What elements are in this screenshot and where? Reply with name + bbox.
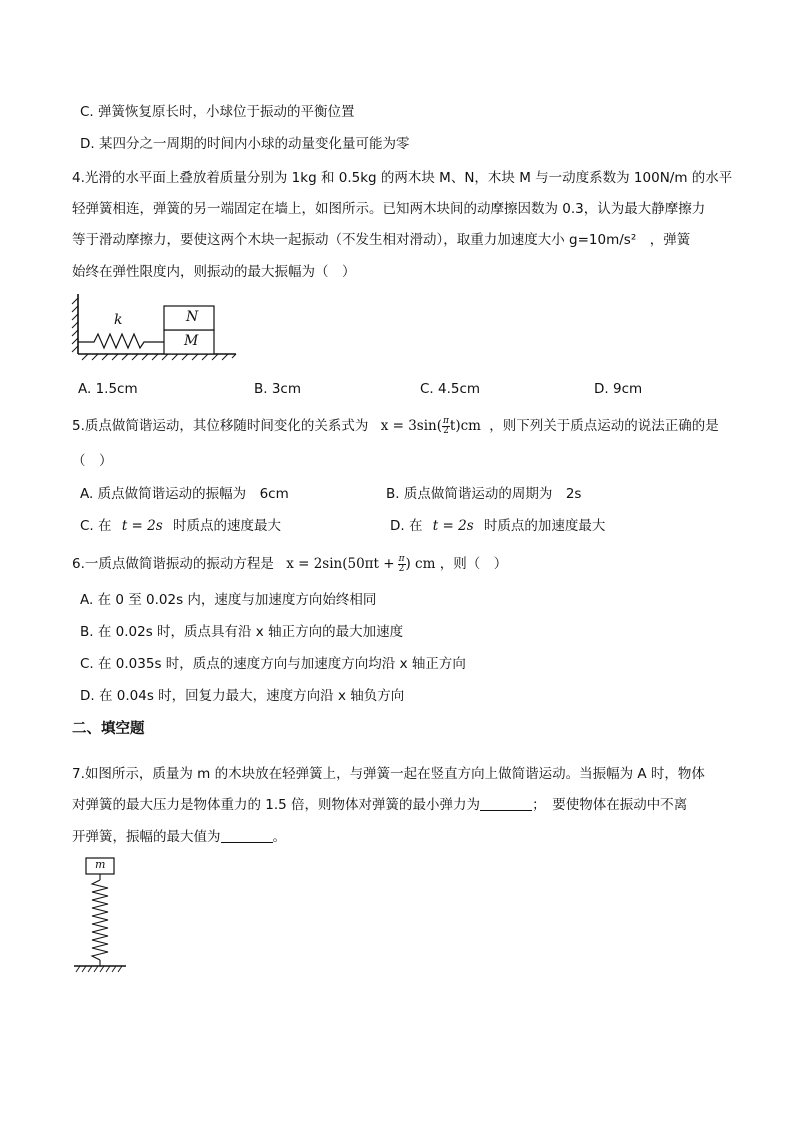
q5-stem-line1 xyxy=(72,416,719,436)
q7-line3-pre: 开弹簧，振幅的最大值为 xyxy=(72,829,221,845)
q6-option-a: A. 在 0 至 0.02s 内，速度与加速度方向始终相同 xyxy=(80,592,377,608)
q6-stem xyxy=(72,554,507,574)
q5-option-c-post: 时质点的速度最大 xyxy=(172,518,281,534)
q7-vertical-spring-figure xyxy=(70,856,130,974)
q3-option-d: D. 某四分之一周期的时间内小球的动量变化量可能为零 xyxy=(80,136,410,152)
q6-eq-lhs: x = 2sin(50πt + xyxy=(286,556,395,572)
q5-option-d-post: 时质点的加速度最大 xyxy=(483,518,606,534)
q5-stem-line2: （ ） xyxy=(72,453,113,469)
q6-option-d: D. 在 0.04s 时，回复力最大，速度方向沿 x 轴负方向 xyxy=(80,688,405,704)
q6-option-b: B. 在 0.02s 时，质点具有沿 x 轴正方向的最大加速度 xyxy=(80,624,404,640)
q6-option-c: C. 在 0.035s 时，质点的速度方向与加速度方向均沿 x 轴正方向 xyxy=(80,656,466,672)
q7-line2-pre: 对弹簧的最大压力是物体重力的 1.5 倍，则物体对弹簧的最小弹力为 xyxy=(72,797,481,813)
q5-option-d-pre: D. 在 xyxy=(390,518,423,534)
q4-text-line1: 4.光滑的水平面上叠放着质量分别为 1kg 和 0.5kg 的两木块 M、N，木块 M 与一动度系数为 100N/m 的水平 xyxy=(72,170,733,186)
q6-eq-frac-den: 2 xyxy=(398,564,405,574)
q5-eq-frac-den: 2 xyxy=(443,426,449,436)
q7-text-line1: 7.如图所示，质量为 m 的木块放在轻弹簧上，与弹簧一起在竖直方向上做简谐运动。当振幅为 A 时，物体 xyxy=(72,766,705,782)
q4-option-b: B. 3cm xyxy=(254,381,302,397)
q5-option-d-eq: t = 2s xyxy=(432,518,474,534)
q5-option-b: B. 质点做简谐运动的周期为 2s xyxy=(386,486,582,502)
q4-spring-blocks-figure xyxy=(68,292,240,362)
q4-text-line4: 始终在弹性限度内，则振动的最大振幅为（ ） xyxy=(72,264,356,280)
q5-option-c-pre: C. 在 xyxy=(80,518,112,534)
q4-option-d: D. 9cm xyxy=(594,381,643,397)
q6-eq-rhs: ) cm xyxy=(405,556,436,572)
q5-eq-rhs: t)cm xyxy=(449,418,481,434)
q5-stem-prefix: 5.质点做简谐运动，其位移随时间变化的关系式为 xyxy=(72,418,369,434)
q6-equation xyxy=(286,556,435,572)
q6-eq-frac-num: π xyxy=(398,554,405,564)
q7-block-m-label: m xyxy=(95,858,106,871)
q7-line3-post: 。 xyxy=(272,829,286,845)
q4-text-line3: 等于滑动摩擦力，要使这两个木块一起振动（不发生相对滑动），取重力加速度大小 g=10m/s² ，弹簧 xyxy=(72,232,691,248)
q4-spring-label: k xyxy=(114,312,123,328)
q6-eq-fraction xyxy=(398,555,406,574)
q6-stem-suffix: ，则（ ） xyxy=(439,556,508,572)
q5-eq-fraction xyxy=(442,417,450,436)
q7-text-line3 xyxy=(72,827,286,847)
q5-option-d xyxy=(390,516,605,536)
q6-stem-prefix: 6.一质点做简谐振动的振动方程是 xyxy=(72,556,274,572)
q7-line2-post: ； 要使物体在振动中不离 xyxy=(532,797,688,813)
q5-option-a: A. 质点做简谐运动的振幅为 6cm xyxy=(80,486,289,502)
q4-block-m-label: M xyxy=(184,333,199,349)
q3-option-c: C. 弹簧恢复原长时，小球位于振动的平衡位置 xyxy=(80,104,355,120)
q5-eq-frac-num: π xyxy=(443,416,449,426)
q4-block-n-label: N xyxy=(186,309,199,325)
q4-text-line2: 轻弹簧相连，弹簧的另一端固定在墙上，如图所示。已知两木块间的动摩擦因数为 0.3，认为最大静摩擦力 xyxy=(72,201,706,217)
q7-text-line2 xyxy=(72,795,687,815)
q4-option-c: C. 4.5cm xyxy=(420,381,481,397)
q5-option-c xyxy=(80,516,281,536)
q4-option-a: A. 1.5cm xyxy=(78,381,138,397)
q7-answer-blank-2[interactable] xyxy=(221,828,273,843)
q5-stem-suffix: ，则下列关于质点运动的说法正确的是 xyxy=(489,418,719,434)
section-fill-in-title: 二、填空题 xyxy=(72,721,145,737)
q5-option-c-eq: t = 2s xyxy=(121,518,163,534)
q7-answer-blank-1[interactable] xyxy=(480,796,532,811)
q5-equation xyxy=(381,418,481,434)
q5-eq-lhs: x = 3sin( xyxy=(380,418,442,434)
